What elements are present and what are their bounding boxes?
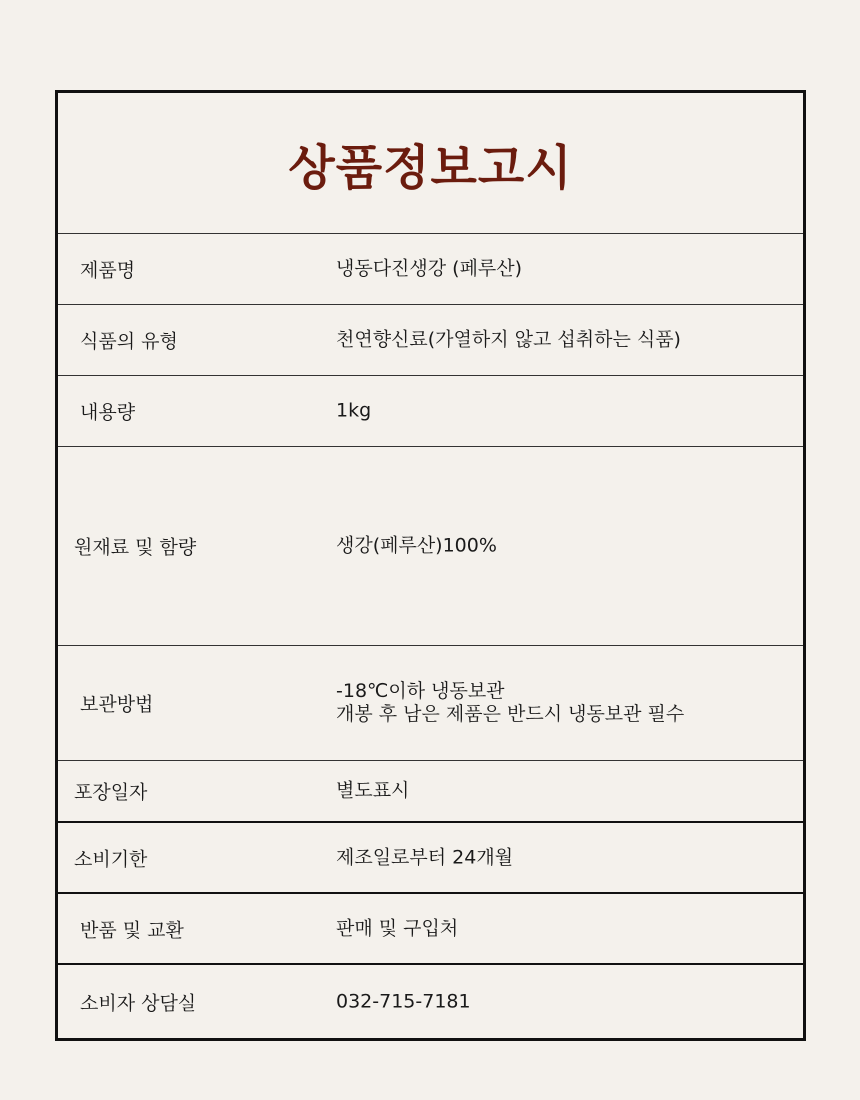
row-value: 천연향신료(가열하지 않고 섭취하는 식품) bbox=[336, 328, 681, 351]
row-label: 보관방법 bbox=[80, 693, 154, 716]
table-row-customer-service bbox=[58, 965, 803, 1039]
row-label: 원재료 및 함량 bbox=[74, 536, 197, 559]
row-label: 제품명 bbox=[80, 259, 136, 282]
row-value: 별도표시 bbox=[336, 779, 410, 802]
row-value: 냉동다진생강 (페루산) bbox=[336, 257, 523, 280]
table-row-expiry bbox=[58, 823, 803, 894]
table-row-product-name bbox=[58, 234, 803, 305]
product-info-table bbox=[55, 90, 806, 1041]
row-value: 1kg bbox=[336, 399, 372, 422]
table-row-packaging-date bbox=[58, 761, 803, 823]
row-label: 소비기한 bbox=[74, 848, 148, 870]
table-row-content-amount bbox=[58, 376, 803, 447]
row-label: 반품 및 교환 bbox=[80, 919, 184, 941]
row-value: 032-715-7181 bbox=[336, 990, 471, 1013]
row-value-line: 개봉 후 남은 제품은 반드시 냉동보관 필수 bbox=[336, 703, 685, 725]
row-value: 생강(페루산)100% bbox=[336, 534, 497, 557]
row-value-line: -18℃이하 냉동보관 bbox=[336, 680, 505, 702]
row-label: 식품의 유형 bbox=[80, 330, 178, 353]
row-label: 내용량 bbox=[80, 401, 136, 424]
title-row bbox=[58, 93, 803, 234]
table-row-ingredients bbox=[58, 447, 803, 646]
row-label: 소비자 상담실 bbox=[80, 992, 197, 1015]
row-value: 제조일로부터 24개월 bbox=[336, 846, 514, 868]
table-row-returns bbox=[58, 894, 803, 965]
page-title: 상품정보고시 bbox=[288, 139, 573, 196]
table-row-food-type bbox=[58, 305, 803, 376]
row-value-multiline bbox=[336, 680, 684, 726]
table-row-storage bbox=[58, 646, 803, 761]
row-label: 포장일자 bbox=[74, 781, 148, 804]
row-value: 판매 및 구입처 bbox=[336, 917, 459, 939]
